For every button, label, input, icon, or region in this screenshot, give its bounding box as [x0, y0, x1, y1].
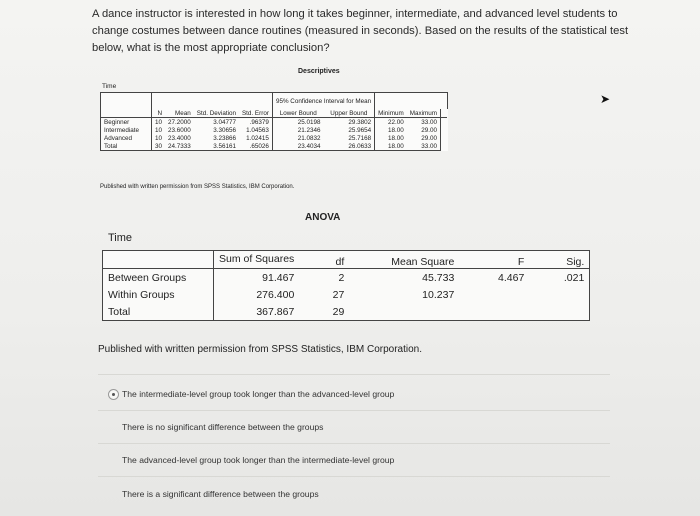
question-text: A dance instructor is interested in how long it takes beginner, intermediate, and advanced level students to change costumes between dance routines (measured in seconds). Based on the results of the statistical test below, what is the most appropriate conclusion?	[92, 8, 629, 54]
table-row: Total 30 24.7333 3.56161 .65026 23.4034 26.0633 18.00 33.00	[101, 142, 448, 151]
col-sig: Sig.	[529, 251, 590, 269]
anova-footnote: Published with written permission from SPSS Statistics, IBM Corporation.	[98, 344, 423, 355]
anova-table	[102, 250, 590, 321]
col-se: Std. Error	[239, 109, 272, 118]
col-max: Maximum	[407, 109, 441, 118]
answer-option-1[interactable]: The intermediate-level group took longer than the advanced-level group	[98, 386, 598, 410]
table-row: Between Groups 91.467 2 45.733 4.467 .021	[103, 269, 590, 287]
answer-option-2[interactable]: There is no significant difference between the groups	[98, 419, 598, 443]
divider	[98, 476, 610, 477]
col-df: df	[299, 251, 349, 269]
radio-icon[interactable]	[108, 489, 119, 500]
radio-icon[interactable]	[108, 422, 119, 433]
col-f: F	[459, 251, 529, 269]
divider	[98, 443, 610, 444]
divider	[98, 374, 610, 375]
col-n: N	[152, 109, 166, 118]
cursor-icon: ➤	[600, 92, 611, 106]
descriptives-footnote: Published with written permission from SPSS Statistics, IBM Corporation.	[100, 184, 295, 190]
col-min: Minimum	[375, 109, 407, 118]
table-row: Total 367.867 29	[103, 303, 590, 321]
radio-icon[interactable]	[108, 455, 119, 466]
col-mean: Mean	[165, 109, 194, 118]
anova-variable: Time	[108, 232, 133, 244]
table-row: Beginner 10 27.2000 3.04777 .96379 25.0198 29.3802 22.00 33.00	[101, 118, 448, 127]
col-upper: Upper Bound	[324, 109, 375, 118]
radio-selected-icon[interactable]	[108, 389, 119, 400]
table-row: Intermediate 10 23.6000 3.30656 1.04563 21.2346 25.9654 18.00 29.00	[101, 126, 448, 134]
answer-option-3[interactable]: The advanced-level group took longer than the intermediate-level group	[98, 452, 598, 476]
ci-header: 95% Confidence Interval for Mean	[272, 93, 374, 110]
table-row: Within Groups 276.400 27 10.237	[103, 286, 590, 303]
descriptives-title: Descriptives	[298, 68, 340, 75]
col-lower: Lower Bound	[272, 109, 323, 118]
col-ms: Mean Square	[349, 251, 459, 269]
anova-title: ANOVA	[305, 212, 341, 223]
divider	[98, 410, 610, 411]
table-row: Advanced 10 23.4000 3.23866 1.02415 21.0832 25.7168 18.00 29.00	[101, 134, 448, 142]
descriptives-table	[100, 92, 448, 151]
descriptives-variable: Time	[102, 83, 117, 90]
answer-option-4[interactable]: There is a significant difference between the groups	[98, 486, 598, 510]
col-ss: Sum of Squares	[214, 251, 300, 269]
col-sd: Std. Deviation	[194, 109, 239, 118]
